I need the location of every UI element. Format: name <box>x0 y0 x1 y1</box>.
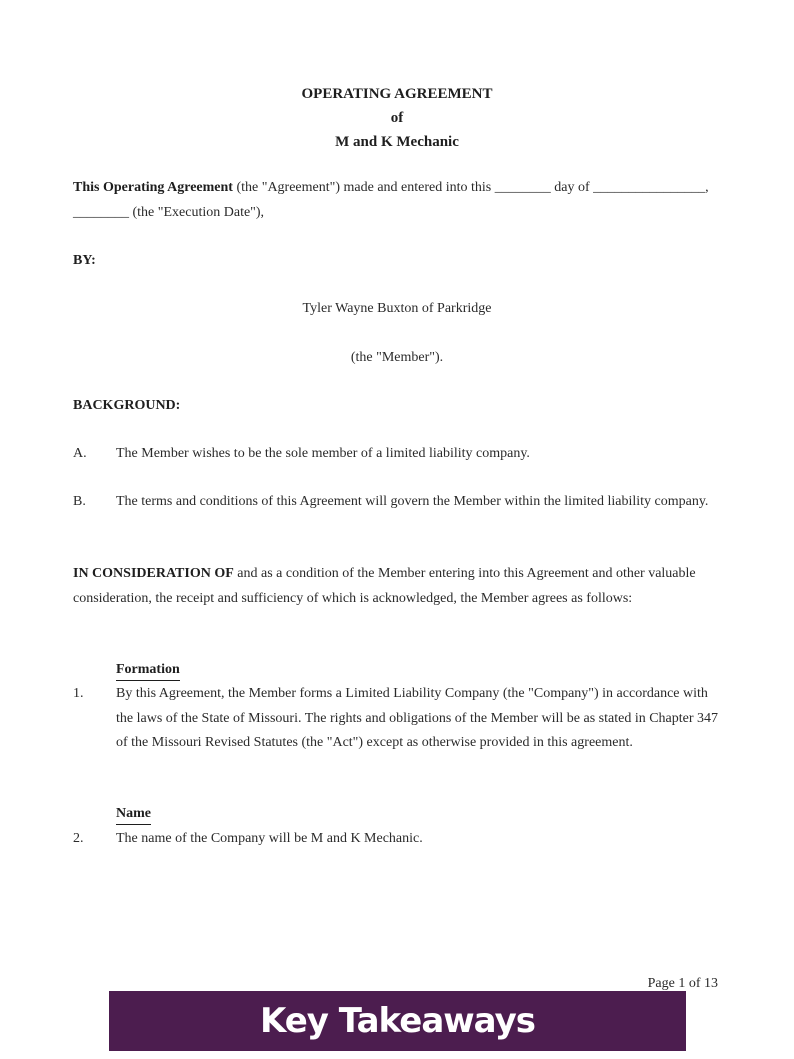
section-heading-formation: Formation <box>116 660 180 681</box>
intro-bold: This Operating Agreement <box>73 180 233 195</box>
section-heading-name: Name <box>116 804 151 825</box>
title-line-1: OPERATING AGREEMENT <box>301 86 493 102</box>
banner-label: Key Takeaways <box>260 1001 535 1041</box>
intro-text: (the "Agreement") made and entered into this ________ day of ________________, ________ (the "Execution Date"), <box>73 180 709 220</box>
title-line-2: of <box>390 110 404 126</box>
background-label: BACKGROUND: <box>73 398 181 413</box>
member-name: Tyler Wayne Buxton of Parkridge <box>302 301 492 316</box>
consideration-paragraph <box>73 562 723 611</box>
intro-paragraph <box>73 176 723 225</box>
background-item-marker: B. <box>73 494 86 509</box>
section-text: The name of the Company will be M and K Mechanic. <box>116 831 423 846</box>
page-number: Page 1 of 13 <box>647 976 718 991</box>
key-takeaways-banner[interactable] <box>109 991 686 1051</box>
section-number: 1. <box>73 686 84 701</box>
consideration-bold: IN CONSIDERATION OF <box>73 566 234 581</box>
member-tag: (the "Member"). <box>350 350 444 365</box>
consideration-text: and as a condition of the Member entering into this Agreement and other valuable consideration, the receipt and sufficiency of which is acknowledged, the Member agrees as follows: <box>73 566 696 606</box>
by-label: BY: <box>73 253 96 268</box>
background-item-text: The terms and conditions of this Agreement will govern the Member within the limited liability company. <box>116 494 709 509</box>
document-title <box>0 82 794 154</box>
title-line-3: M and K Mechanic <box>335 134 459 150</box>
background-item-marker: A. <box>73 446 87 461</box>
background-item-text: The Member wishes to be the sole member of a limited liability company. <box>116 446 530 461</box>
section-text: By this Agreement, the Member forms a Limited Liability Company (the "Company") in accordance with the laws of the State of Missouri. The rights and obligations of the Member will be as stated in Chapter 347 of the Missouri Revised Statutes (the "Act") except as otherwise provided in this agreement. <box>116 686 719 750</box>
section-number: 2. <box>73 831 84 846</box>
